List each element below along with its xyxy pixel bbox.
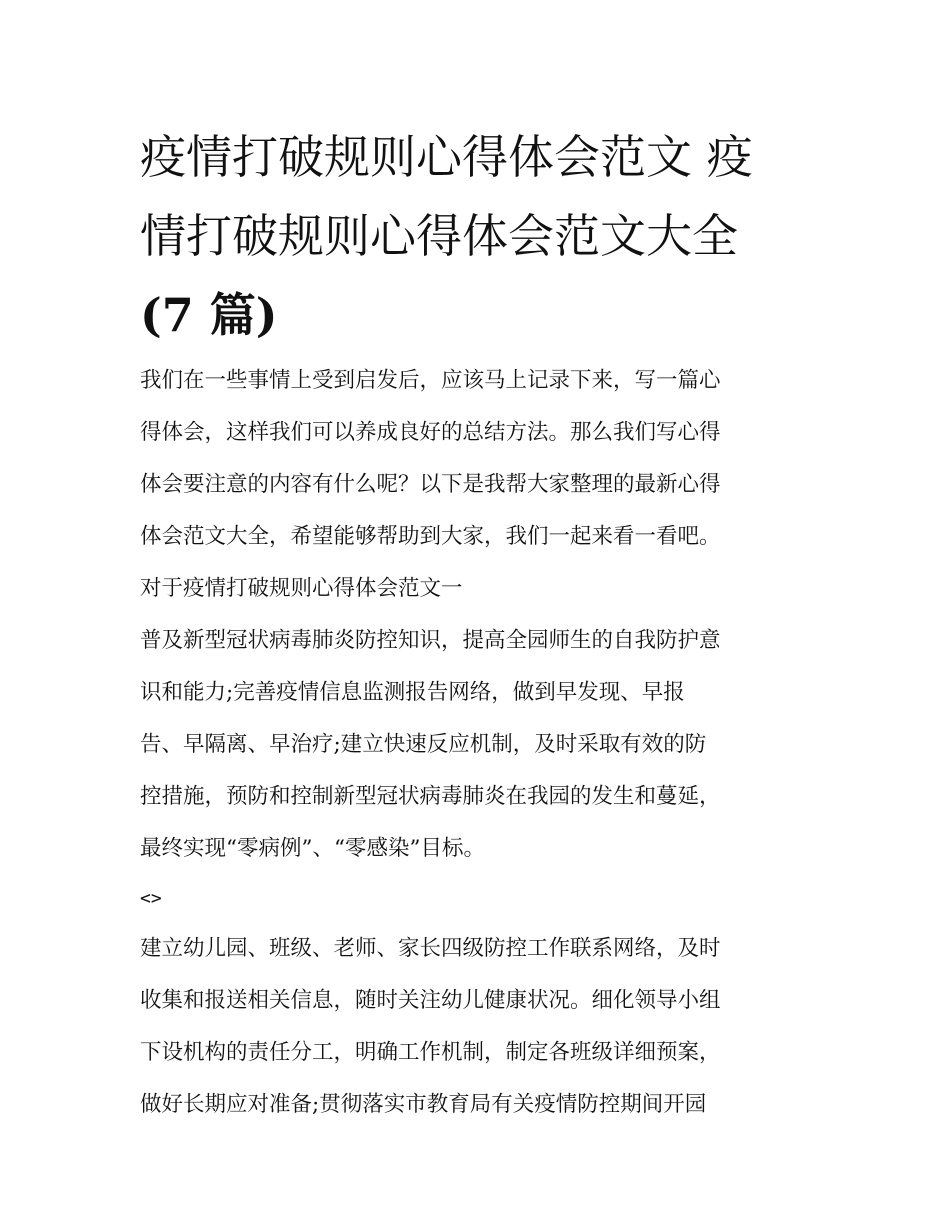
document-page xyxy=(140,118,812,1131)
marker-text: <> xyxy=(140,888,162,909)
paragraph-line: 做好长期应对准备;贯彻落实市教育局有关疫情防控期间开园 xyxy=(140,1092,707,1117)
paragraph-line: 识和能力;完善疫情信息监测报告网络，做到早发现、早报 xyxy=(140,680,685,705)
paragraph-line: 告、早隔离、早治疗;建立快速反应机制，及时采取有效的防 xyxy=(140,732,707,757)
paragraph-1 xyxy=(140,615,812,875)
paragraph-line: 收集和报送相关信息，随时关注幼儿健康状况。细化领导小组 xyxy=(140,988,721,1013)
paragraph-line: 建立幼儿园、班级、老师、家长四级防控工作联系网络，及时 xyxy=(140,936,721,961)
paragraph-line: 控措施，预防和控制新型冠状病毒肺炎在我园的发生和蔓延， xyxy=(140,784,721,809)
title-line-2: 情打破规则心得体会范文大全 xyxy=(140,209,738,263)
title-line-3: (7 篇) xyxy=(140,288,278,342)
paragraph-2 xyxy=(140,923,812,1131)
title-line-1: 疫情打破规则心得体会范文 疫 xyxy=(140,130,753,184)
intro-line: 得体会，这样我们可以养成良好的总结方法。那么我们写心得 xyxy=(140,420,721,445)
paragraph-line: 下设机构的责任分工，明确工作机制，制定各班级详细预案， xyxy=(140,1040,721,1065)
intro-line: 体会要注意的内容有什么呢？以下是我帮大家整理的最新心得 xyxy=(140,472,721,497)
intro-paragraph xyxy=(140,355,812,563)
paragraph-line: 普及新型冠状病毒肺炎防控知识，提高全园师生的自我防护意 xyxy=(140,628,721,653)
intro-line: 我们在一些事情上受到启发后，应该马上记录下来，写一篇心 xyxy=(140,368,721,393)
paragraph-line: 最终实现“零病例”、“零感染”目标。 xyxy=(140,836,485,861)
document-title xyxy=(140,118,812,355)
section-heading: 对于疫情打破规则心得体会范文一 xyxy=(140,576,463,601)
intro-line: 体会范文大全，希望能够帮助到大家，我们一起来看一看吧。 xyxy=(140,524,721,549)
